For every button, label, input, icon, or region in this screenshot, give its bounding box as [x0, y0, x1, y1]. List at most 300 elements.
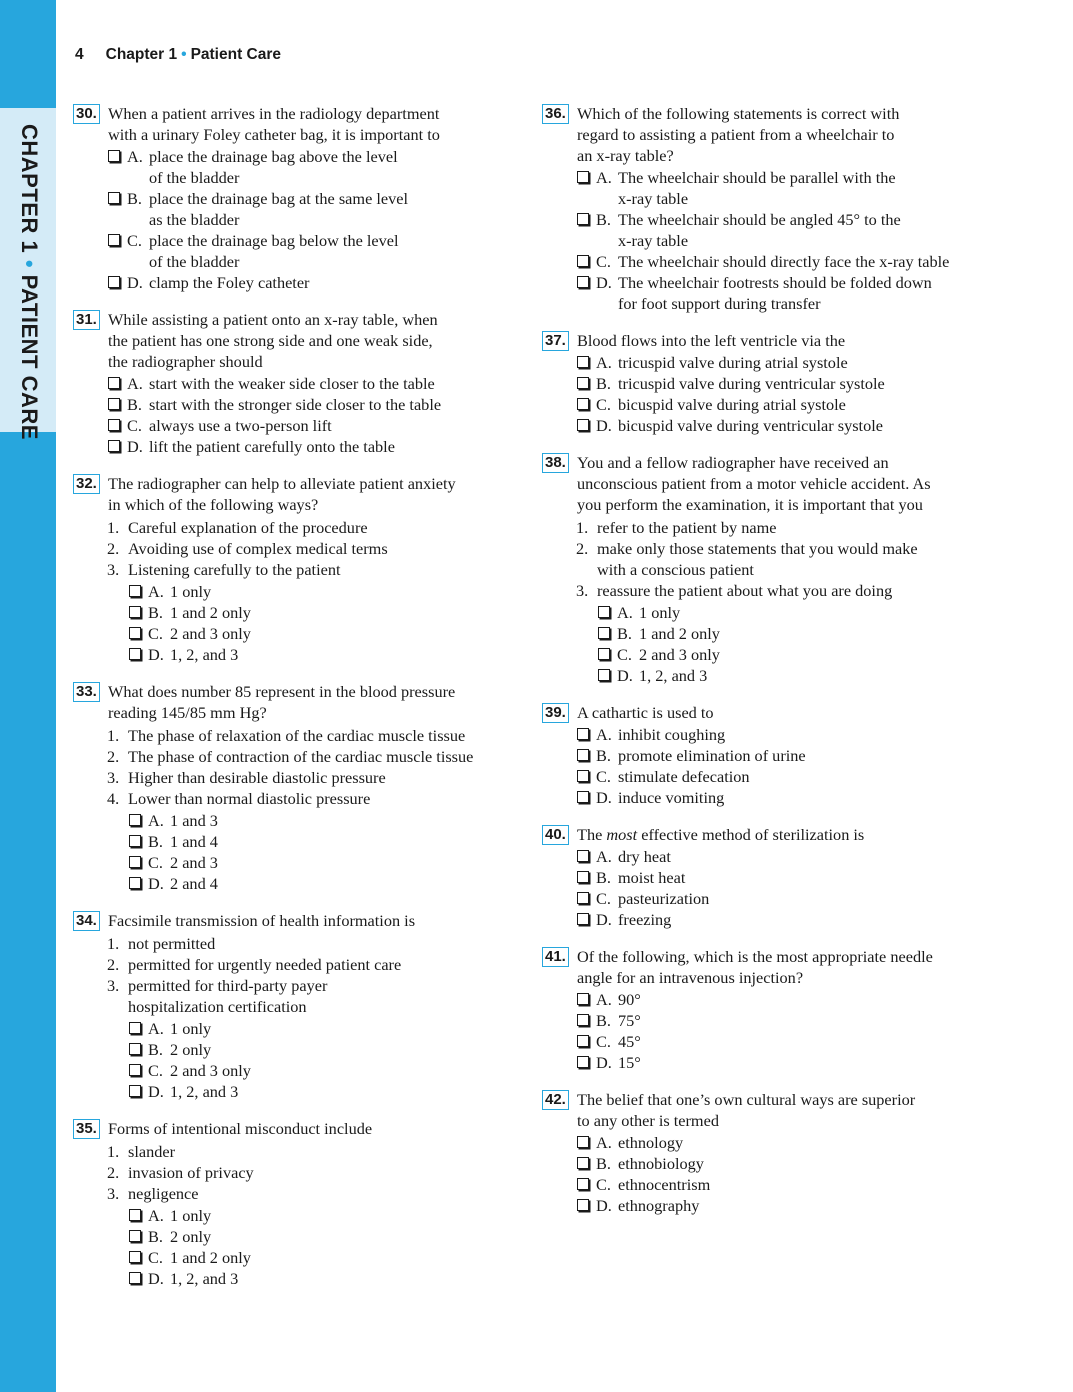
question-36 [542, 103, 982, 314]
checkbox-icon[interactable] [577, 377, 589, 389]
stem-line: The belief that one’s own cultural ways are superior [577, 1090, 916, 1109]
checkbox-icon[interactable] [129, 1251, 141, 1263]
statement-item [576, 580, 982, 601]
statement-item [107, 746, 523, 767]
stem-line: to any other is termed [577, 1111, 719, 1130]
answer-options [128, 1018, 523, 1102]
option-text-line: 1 and 2 only [170, 1248, 251, 1267]
question-stem [542, 452, 982, 515]
numbered-statements [107, 933, 523, 1017]
option-text-line: promote elimination of urine [618, 746, 806, 765]
checkbox-icon[interactable] [577, 398, 589, 410]
answer-option-c[interactable] [128, 1247, 523, 1268]
option-text-line: 1 and 4 [170, 832, 218, 851]
answer-option-a[interactable] [576, 352, 982, 373]
option-letter: D. [596, 910, 612, 929]
statement-line: not permitted [128, 934, 216, 953]
checkbox-icon[interactable] [598, 669, 610, 681]
checkbox-icon[interactable] [108, 377, 120, 389]
answer-option-d[interactable] [128, 1081, 523, 1102]
answer-option-d[interactable] [576, 415, 982, 436]
checkbox-icon[interactable] [577, 850, 589, 862]
statement-number: 3. [107, 976, 120, 995]
option-letter: D. [127, 273, 143, 292]
answer-options [597, 602, 982, 686]
statement-number: 3. [107, 768, 120, 787]
option-text-line: 1, 2, and 3 [170, 645, 239, 664]
question-38 [542, 452, 982, 686]
option-letter: C. [148, 1061, 163, 1080]
right-column [542, 103, 982, 1216]
option-letter: B. [127, 189, 142, 208]
option-letter: A. [127, 374, 143, 393]
running-head-section: Patient Care [190, 46, 282, 63]
stem-line: Blood flows into the left ventricle via the [577, 331, 846, 350]
checkbox-icon[interactable] [577, 1035, 589, 1047]
checkbox-icon[interactable] [577, 892, 589, 904]
option-text-line: of the bladder [149, 252, 240, 271]
stem-line: Of the following, which is the most appropriate needle [577, 947, 933, 966]
answer-option-a[interactable] [576, 846, 982, 867]
checkbox-icon[interactable] [577, 913, 589, 925]
stem-line: The radiographer can help to alleviate patient anxiety [108, 474, 456, 493]
answer-option-a[interactable] [576, 989, 982, 1010]
question-stem [542, 824, 982, 845]
question-34 [73, 910, 523, 1102]
checkbox-icon[interactable] [129, 585, 141, 597]
stem-line: When a patient arrives in the radiology department [108, 104, 440, 123]
answer-option-c[interactable] [597, 644, 982, 665]
statement-item [107, 975, 523, 1017]
answer-option-d[interactable] [576, 909, 982, 930]
option-letter: D. [596, 1196, 612, 1215]
answer-option-a[interactable] [128, 1205, 523, 1226]
statement-item [107, 954, 523, 975]
checkbox-icon[interactable] [577, 276, 589, 288]
option-letter: B. [148, 603, 163, 622]
checkbox-icon[interactable] [577, 213, 589, 225]
option-text-line: inhibit coughing [618, 725, 726, 744]
checkbox-icon[interactable] [129, 1230, 141, 1242]
question-stem [73, 309, 523, 372]
question-number: 38. [542, 453, 569, 473]
answer-option-b[interactable] [128, 1226, 523, 1247]
statement-number: 2. [107, 747, 120, 766]
stem-line: While assisting a patient onto an x-ray table, when [108, 310, 438, 329]
checkbox-icon[interactable] [108, 234, 120, 246]
answer-option-d[interactable] [128, 873, 523, 894]
option-letter: C. [596, 252, 611, 271]
option-text-line: 2 and 3 only [639, 645, 720, 664]
statement-item [576, 517, 982, 538]
answer-option-d[interactable] [576, 1195, 982, 1216]
option-letter: A. [596, 990, 612, 1009]
checkbox-icon[interactable] [577, 728, 589, 740]
option-letter: A. [596, 168, 612, 187]
answer-option-b[interactable] [576, 209, 982, 251]
question-31 [73, 309, 523, 457]
statement-line: refer to the patient by name [597, 518, 777, 537]
option-letter: B. [596, 374, 611, 393]
option-text-line: 2 and 4 [170, 874, 218, 893]
option-letter: B. [148, 1040, 163, 1059]
stem-line: What does number 85 represent in the blood pressure [108, 682, 456, 701]
option-letter: D. [596, 1053, 612, 1072]
option-text-line: ethnology [618, 1133, 684, 1152]
answer-options [576, 167, 982, 314]
statement-item [107, 788, 523, 809]
answer-option-b[interactable] [597, 623, 982, 644]
checkbox-icon[interactable] [108, 440, 120, 452]
statement-number: 2. [107, 539, 120, 558]
tab-bullet: • [17, 259, 42, 269]
answer-options [576, 352, 982, 436]
statement-line: The phase of contraction of the cardiac muscle tissue [128, 747, 474, 766]
running-head [75, 46, 281, 64]
option-text-line: 75° [618, 1011, 641, 1030]
question-stem [542, 103, 982, 166]
option-text-line: 1, 2, and 3 [170, 1082, 239, 1101]
question-stem [542, 1089, 982, 1131]
answer-option-a[interactable] [107, 373, 523, 394]
statement-item [107, 1183, 523, 1204]
question-40 [542, 824, 982, 930]
option-text-line: 1 and 2 only [639, 624, 720, 643]
answer-option-d[interactable] [597, 665, 982, 686]
option-letter: B. [596, 1154, 611, 1173]
option-text-line: x-ray table [618, 231, 689, 250]
answer-option-b[interactable] [576, 373, 982, 394]
answer-option-b[interactable] [107, 188, 523, 230]
option-text-line: place the drainage bag below the level [149, 231, 399, 250]
option-letter: C. [596, 1175, 611, 1194]
option-text-line: The wheelchair footrests should be folded down [618, 273, 932, 292]
option-text-line: 1 only [639, 603, 681, 622]
option-letter: D. [148, 645, 164, 664]
option-text-line: The wheelchair should be angled 45° to the [618, 210, 901, 229]
option-text-line: 15° [618, 1053, 641, 1072]
running-head-chapter: Chapter 1 [105, 46, 178, 63]
left-column [73, 103, 523, 1289]
question-number: 32. [73, 474, 100, 494]
statement-item [107, 725, 523, 746]
option-letter: A. [127, 147, 143, 166]
option-letter: D. [148, 1269, 164, 1288]
answer-option-a[interactable] [576, 167, 982, 209]
checkbox-icon[interactable] [129, 1043, 141, 1055]
answer-option-a[interactable] [576, 1132, 982, 1153]
answer-option-c[interactable] [576, 394, 982, 415]
answer-option-c[interactable] [107, 415, 523, 436]
option-text-line: tricuspid valve during atrial systole [618, 353, 848, 372]
option-text-line: stimulate defecation [618, 767, 750, 786]
answer-option-c[interactable] [107, 230, 523, 272]
question-32 [73, 473, 523, 665]
option-letter: B. [148, 832, 163, 851]
checkbox-icon[interactable] [577, 1157, 589, 1169]
stem-line: A cathartic is used to [577, 703, 714, 722]
statement-number: 2. [107, 1163, 120, 1182]
stem-line: Which of the following statements is correct with [577, 104, 900, 123]
option-text-line: lift the patient carefully onto the table [149, 437, 395, 456]
checkbox-icon[interactable] [129, 648, 141, 660]
question-30 [73, 103, 523, 293]
option-text-line: induce vomiting [618, 788, 725, 807]
answer-option-c[interactable] [128, 1060, 523, 1081]
statement-number: 2. [107, 955, 120, 974]
stem-line: reading 145/85 mm Hg? [108, 703, 267, 722]
statement-line: Lower than normal diastolic pressure [128, 789, 371, 808]
checkbox-icon[interactable] [577, 749, 589, 761]
statement-line: with a conscious patient [597, 560, 754, 579]
statement-line: Listening carefully to the patient [128, 560, 341, 579]
statement-item [107, 767, 523, 788]
checkbox-icon[interactable] [129, 1064, 141, 1076]
answer-option-a[interactable] [128, 581, 523, 602]
statement-line: Careful explanation of the procedure [128, 518, 368, 537]
answer-option-b[interactable] [576, 745, 982, 766]
statement-line: reassure the patient about what you are doing [597, 581, 893, 600]
checkbox-icon[interactable] [129, 627, 141, 639]
option-text-line: 1 and 3 [170, 811, 218, 830]
question-number: 31. [73, 310, 100, 330]
option-letter: D. [596, 416, 612, 435]
statement-item [107, 933, 523, 954]
option-letter: C. [596, 767, 611, 786]
statement-line: slander [128, 1142, 176, 1161]
checkbox-icon[interactable] [598, 606, 610, 618]
statement-line: Higher than desirable diastolic pressure [128, 768, 386, 787]
answer-option-b[interactable] [576, 1010, 982, 1031]
numbered-statements [107, 1141, 523, 1204]
tab-chapter-text: CHAPTER 1 [17, 124, 42, 254]
answer-option-c[interactable] [576, 251, 982, 272]
answer-option-b[interactable] [128, 831, 523, 852]
checkbox-icon[interactable] [577, 871, 589, 883]
answer-option-d[interactable] [107, 272, 523, 293]
emphasis-most: most [606, 825, 638, 844]
statement-number: 3. [107, 560, 120, 579]
answer-option-b[interactable] [107, 394, 523, 415]
option-letter: C. [148, 1248, 163, 1267]
checkbox-icon[interactable] [129, 1209, 141, 1221]
option-letter: B. [596, 746, 611, 765]
statement-line: invasion of privacy [128, 1163, 254, 1182]
answer-options [576, 724, 982, 808]
answer-option-d[interactable] [576, 272, 982, 314]
answer-option-c[interactable] [128, 852, 523, 873]
answer-option-d[interactable] [107, 436, 523, 457]
option-text-line: freezing [618, 910, 672, 929]
checkbox-icon[interactable] [577, 171, 589, 183]
checkbox-icon[interactable] [108, 419, 120, 431]
checkbox-icon[interactable] [577, 356, 589, 368]
answer-option-c[interactable] [576, 888, 982, 909]
option-text-line: The wheelchair should directly face the x-ray table [618, 252, 950, 271]
option-text-line: ethnocentrism [618, 1175, 711, 1194]
option-text-line: x-ray table [618, 189, 689, 208]
statement-line: make only those statements that you would make [597, 539, 918, 558]
question-stem [73, 1118, 523, 1139]
answer-option-b[interactable] [128, 1039, 523, 1060]
statement-line: hospitalization certification [128, 997, 307, 1016]
statement-number: 3. [576, 581, 589, 600]
option-text-line: 1 only [170, 582, 212, 601]
running-head-bullet: • [181, 46, 187, 63]
statement-number: 4. [107, 789, 120, 808]
option-text-line: pasteurization [618, 889, 710, 908]
question-stem [542, 946, 982, 988]
answer-option-d[interactable] [576, 1052, 982, 1073]
statement-number: 1. [107, 726, 120, 745]
answer-option-a[interactable] [597, 602, 982, 623]
option-text-line: always use a two-person lift [149, 416, 332, 435]
checkbox-icon[interactable] [108, 150, 120, 162]
checkbox-icon[interactable] [108, 276, 120, 288]
option-letter: D. [596, 273, 612, 292]
option-letter: C. [617, 645, 632, 664]
option-text-line: of the bladder [149, 168, 240, 187]
option-text-line: 1, 2, and 3 [639, 666, 708, 685]
option-letter: B. [617, 624, 632, 643]
question-number: 35. [73, 1119, 100, 1139]
checkbox-icon[interactable] [129, 606, 141, 618]
option-letter: C. [127, 231, 142, 250]
statement-item [107, 517, 523, 538]
stem-line: the radiographer should [108, 352, 263, 371]
answer-option-a[interactable] [107, 146, 523, 188]
stem-line: The most effective method of sterilization is [577, 825, 865, 844]
answer-options [128, 1205, 523, 1289]
option-text-line: place the drainage bag at the same level [149, 189, 409, 208]
option-letter: B. [148, 1227, 163, 1246]
checkbox-icon[interactable] [577, 1199, 589, 1211]
question-42 [542, 1089, 982, 1216]
option-text-line: The wheelchair should be parallel with the [618, 168, 896, 187]
option-letter: A. [148, 1206, 164, 1225]
answer-option-a[interactable] [128, 810, 523, 831]
checkbox-icon[interactable] [577, 255, 589, 267]
stem-line: Facsimile transmission of health information is [108, 911, 416, 930]
checkbox-icon[interactable] [129, 1272, 141, 1284]
question-number: 40. [542, 825, 569, 845]
checkbox-icon[interactable] [129, 814, 141, 826]
checkbox-icon[interactable] [129, 1085, 141, 1097]
option-text-line: 2 and 3 [170, 853, 218, 872]
checkbox-icon[interactable] [598, 627, 610, 639]
answer-option-b[interactable] [576, 1153, 982, 1174]
option-letter: B. [127, 395, 142, 414]
option-text-line: 1 and 2 only [170, 603, 251, 622]
option-letter: C. [596, 1032, 611, 1051]
statement-number: 1. [107, 1142, 120, 1161]
option-letter: B. [596, 1011, 611, 1030]
answer-option-c[interactable] [576, 1174, 982, 1195]
option-letter: A. [617, 603, 633, 622]
stem-line: regard to assisting a patient from a wheelchair to [577, 125, 895, 144]
option-text-line: 2 only [170, 1040, 212, 1059]
option-text-line: 90° [618, 990, 641, 1009]
option-letter: C. [596, 889, 611, 908]
option-text-line: as the bladder [149, 210, 240, 229]
option-text-line: clamp the Foley catheter [149, 273, 310, 292]
chapter-tab-label [16, 124, 42, 440]
statement-item [107, 538, 523, 559]
answer-option-b[interactable] [576, 867, 982, 888]
question-number: 42. [542, 1090, 569, 1110]
checkbox-icon[interactable] [129, 877, 141, 889]
checkbox-icon[interactable] [577, 1136, 589, 1148]
question-stem [73, 473, 523, 515]
option-text-line: dry heat [618, 847, 671, 866]
option-text-line: ethnography [618, 1196, 700, 1215]
statement-number: 3. [107, 1184, 120, 1203]
question-number: 33. [73, 682, 100, 702]
option-letter: C. [596, 395, 611, 414]
checkbox-icon[interactable] [108, 192, 120, 204]
option-text-line: 1 only [170, 1206, 212, 1225]
option-letter: A. [596, 725, 612, 744]
checkbox-icon[interactable] [108, 398, 120, 410]
checkbox-icon[interactable] [129, 1022, 141, 1034]
checkbox-icon[interactable] [577, 419, 589, 431]
option-letter: C. [148, 624, 163, 643]
answer-option-c[interactable] [576, 1031, 982, 1052]
option-text-line: ethnobiology [618, 1154, 704, 1173]
checkbox-icon[interactable] [129, 856, 141, 868]
question-33 [73, 681, 523, 894]
answer-option-c[interactable] [128, 623, 523, 644]
checkbox-icon[interactable] [577, 1014, 589, 1026]
answer-option-b[interactable] [128, 602, 523, 623]
statement-item [576, 538, 982, 580]
checkbox-icon[interactable] [577, 1178, 589, 1190]
answer-options [107, 146, 523, 293]
checkbox-icon[interactable] [598, 648, 610, 660]
answer-options [107, 373, 523, 457]
option-letter: B. [596, 210, 611, 229]
answer-option-d[interactable] [128, 1268, 523, 1289]
checkbox-icon[interactable] [577, 993, 589, 1005]
answer-option-c[interactable] [576, 766, 982, 787]
option-text-line: start with the weaker side closer to the table [149, 374, 435, 393]
checkbox-icon[interactable] [577, 791, 589, 803]
question-39 [542, 702, 982, 808]
answer-option-a[interactable] [576, 724, 982, 745]
option-text-line: place the drainage bag above the level [149, 147, 398, 166]
option-letter: D. [148, 874, 164, 893]
question-number: 30. [73, 104, 100, 124]
answer-options [576, 846, 982, 930]
question-number: 39. [542, 703, 569, 723]
answer-option-a[interactable] [128, 1018, 523, 1039]
checkbox-icon[interactable] [577, 1056, 589, 1068]
stem-line: you perform the examination, it is important that you [577, 495, 923, 514]
option-text-line: 1 only [170, 1019, 212, 1038]
numbered-statements [107, 517, 523, 580]
answer-option-d[interactable] [128, 644, 523, 665]
checkbox-icon[interactable] [577, 770, 589, 782]
option-letter: A. [148, 582, 164, 601]
answer-options [128, 810, 523, 894]
answer-option-d[interactable] [576, 787, 982, 808]
option-text-line: 1, 2, and 3 [170, 1269, 239, 1288]
option-letter: A. [148, 811, 164, 830]
checkbox-icon[interactable] [129, 835, 141, 847]
statement-number: 1. [576, 518, 589, 537]
option-letter: A. [148, 1019, 164, 1038]
option-letter: D. [617, 666, 633, 685]
